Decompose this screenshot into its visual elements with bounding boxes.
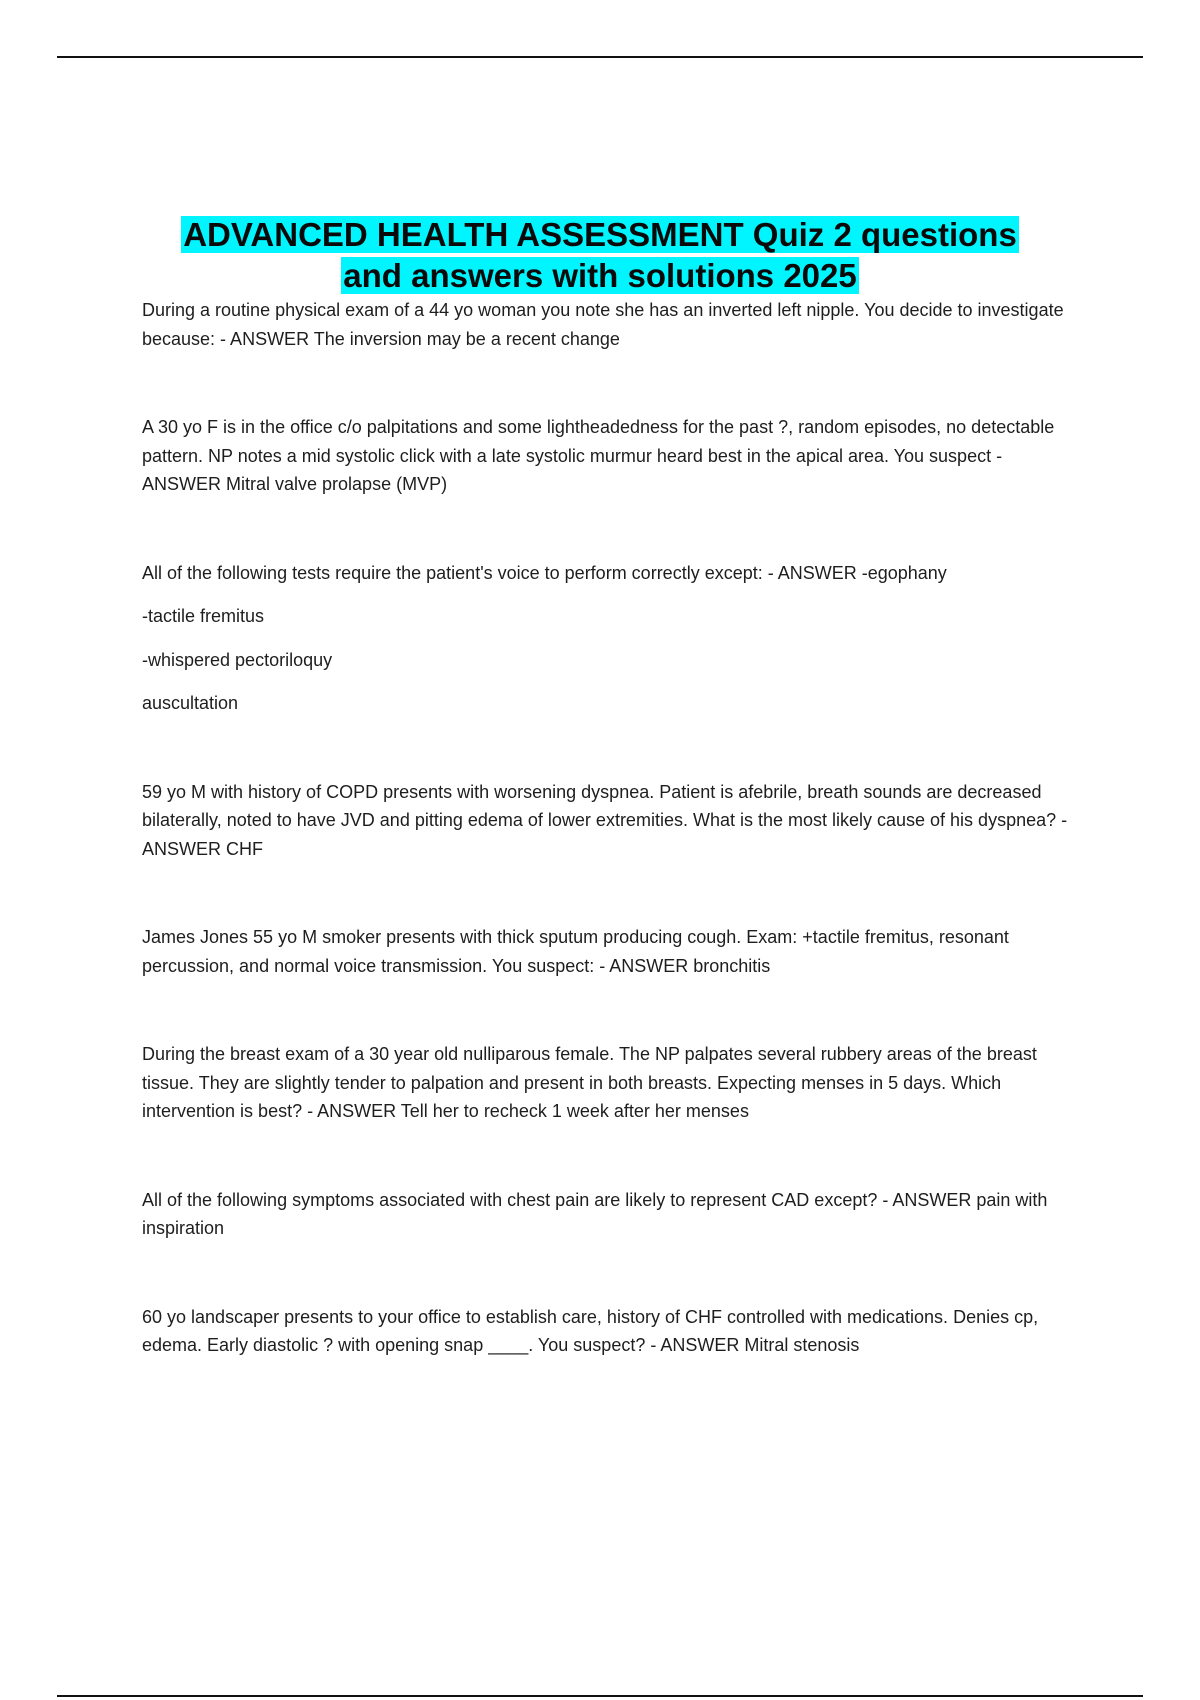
qa-item-3-line-4: auscultation <box>142 693 239 713</box>
qa-item-3: All of the following tests require the patient's voice to perform correctly except: - ANSWER -egophany <box>142 562 947 583</box>
qa-item-4: 59 yo M with history of COPD presents with worsening dyspnea. Patient is afebrile, breath sounds are decreased bilaterally, noted to have JVD and pitting edema of lower extremities. What is the most likely cause of his dyspnea? - ANSWER CHF <box>142 781 1068 859</box>
qa-item-8: 60 yo landscaper presents to your office to establish care, history of CHF controlled with medications. Denies cp, edema. Early diastolic ? with opening snap ____. You suspect? - ANSWER Mitral stenosis <box>142 1306 1039 1355</box>
document-title <box>0 214 1200 296</box>
qa-item-2: A 30 yo F is in the office c/o palpitations and some lightheadedness for the past ?, random episodes, no detectable pattern. NP notes a mid systolic click with a late systolic murmur heard best in the apical area. You suspect - ANSWER Mitral valve prolapse (MVP) <box>142 417 1055 494</box>
qa-item-3-line-2: -tactile fremitus <box>142 606 265 626</box>
qa-item-3-line-3: -whispered pectoriloquy <box>142 649 333 670</box>
header-rule <box>57 56 1143 58</box>
qa-content <box>142 296 1072 1360</box>
title-line-1: ADVANCED HEALTH ASSESSMENT Quiz 2 questions <box>183 216 1017 253</box>
qa-item-1: During a routine physical exam of a 44 yo woman you note she has an inverted left nipple. You decide to investigate because: - ANSWER The inversion may be a recent change <box>142 300 1064 349</box>
qa-item-5: James Jones 55 yo M smoker presents with thick sputum producing cough. Exam: +tactile fremitus, resonant percussion, and normal voice transmission. You suspect: - ANSWER bronchitis <box>142 927 1009 976</box>
qa-item-6: During the breast exam of a 30 year old nulliparous female. The NP palpates several rubbery areas of the breast tissue. They are slightly tender to palpation and present in both breasts. Expecting menses in 5 days. Which intervention is best? - ANSWER Tell her to recheck 1 week after her menses <box>142 1044 1037 1121</box>
title-line-2: and answers with solutions 2025 <box>343 257 857 294</box>
qa-item-7: All of the following symptoms associated with chest pain are likely to represent CAD except? - ANSWER pain with inspiration <box>142 1189 1048 1238</box>
footer-rule <box>57 1695 1143 1697</box>
